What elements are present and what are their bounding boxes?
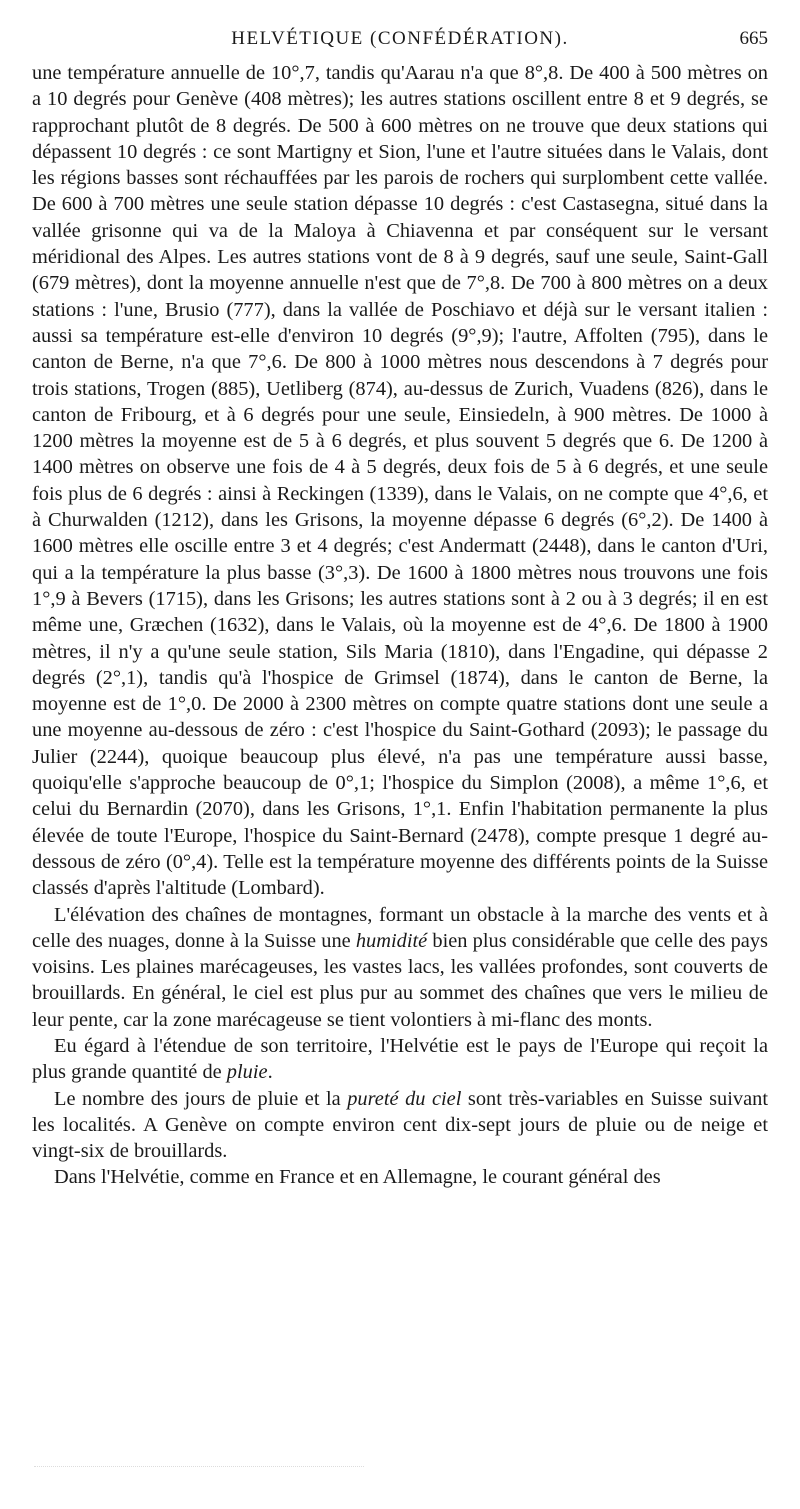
text-run: Dans l'Helvétie, comme en France et en Allemagne, le courant général des [54, 1166, 661, 1189]
text-run: Eu égard à l'étendue de son territoire, l'Helvétie est le pays de l'Europe qui reçoit la plus grande quantité de [32, 1034, 768, 1084]
body-text [32, 60, 768, 1191]
page-bottom-rule [34, 1466, 364, 1473]
paragraph-1 [32, 60, 768, 902]
running-title: HELVÉTIQUE (CONFÉDÉRATION). [231, 28, 569, 49]
running-header [32, 28, 768, 54]
page [32, 28, 768, 1191]
page-number: 665 [739, 28, 768, 49]
paragraph-5 [32, 1164, 768, 1190]
text-run: une température annuelle de 10°,7, tandis qu'Aarau n'a que 8°,8. De 400 à 500 mètres on a 10 degrés pour Genève (408 mètres); les autres stations oscillent entre 8 et 9 degrés, se rapprochant plutôt de 8 degrés. De 500 à 600 mètres on ne trouve que deux stations qui dépassent 10 degrés : ce sont Martigny et Sion, l'une et l'autre situées dans le Valais, dont les régions basses sont réchauffées par les parois de rochers qui surplombent cette vallée. De 600 à 700 mètres une seule station dépasse 10 degrés : c'est Castasegna, situé dans la vallée grisonne qui va de la Maloya à Chiavenna et par conséquent sur le versant méridional des Alpes. Les autres stations vont de 8 à 9 degrés, sauf une seule, Saint-Gall (679 mètres), dont la moyenne annuelle n'est que de 7°,8. De 700 à 800 mètres on a deux stations : l'une, Brusio (777), dans la vallée de Poschiavo et déjà sur le versant italien : aussi sa température est-elle d'environ 10 degrés (9°,9); l'autre, Affolten (795), dans le canton de Berne, n'a que 7°,6. De 800 à 1000 mètres nous descendons à 7 degrés pour trois stations, Trogen (885), Uetliberg (874), au-dessus de Zurich, Vuadens (826), dans le canton de Fribourg, et à 6 degrés pour une seule, Einsiedeln, à 900 mètres. De 1000 à 1200 mètres la moyenne est de 5 à 6 degrés, et plus souvent 5 degrés que 6. De 1200 à 1400 mètres on observe une fois de 4 à 5 degrés, deux fois de 5 à 6 degrés, et une seule fois plus de 6 degrés : ainsi à Reckingen (1339), dans le Valais, on ne compte que 4°,6, et à Churwalden (1212), dans les Grisons, la moyenne dépasse 6 degrés (6°,2). De 1400 à 1600 mètres elle oscille entre 3 et 4 degrés; c'est Andermatt (2448), dans le canton d'Uri, qui a la température la plus basse (3°,3). De 1600 à 1800 mètres nous trouvons une fois 1°,9 à Bevers (1715), dans les Grisons; les autres stations sont à 2 ou à 3 degrés; il en est même une, Græchen (1632), dans le Valais, où la moyenne est de 4°,6. De 1800 à 1900 mètres, il n'y a qu'une seule station, Sils Maria (1810), dans l'Engadine, qui dépasse 2 degrés (2°,1), tandis qu'à l'hospice de Grimsel (1874), dans le canton de Berne, la moyenne est de 1°,0. De 2000 à 2300 mètres on compte quatre stations dont une seule a une moyenne au-dessous de zéro : c'est l'hospice du Saint-Gothard (2093); le passage du Julier (2244), quoique beaucoup plus élevé, n'a pas une température aussi basse, quoiqu'elle s'approche beaucoup de 0°,1; l'hospice du Simplon (2008), a même 1°,6, et celui du Bernardin (2070), dans les Grisons, 1°,1. Enfin l'habitation permanente la plus élevée de toute l'Europe, l'hospice du Saint-Bernard (2478), compte presque 1 degré au-dessous de zéro (0°,4). Telle est la température moyenne des différents points de la Suisse classés d'après l'altitude (Lombard). [32, 62, 768, 900]
paragraph-3 [32, 1033, 768, 1086]
text-run: Le nombre des jours de pluie et la [54, 1087, 348, 1110]
text-run: bien plus considérable que celle des pays voisins. Les plaines marécageuses, les vastes lacs, les vallées profondes, sont couverts de brouillards. En général, le ciel est plus pur au sommet des chaînes que vers le milieu de leur pente, car la zone marécageuse se tient volontiers à mi-flanc des monts. [32, 929, 768, 1031]
text-run: L'élévation des chaînes de montagnes, formant un obstacle à la marche des vents et à celle des nuages, donne à la Suisse une [32, 903, 768, 952]
italic-term: pureté du ciel [347, 1087, 462, 1110]
paragraph-2 [32, 902, 768, 1033]
paragraph-4 [32, 1086, 768, 1165]
text-run: sont très-variables en Suisse suivant les localités. A Genève on compte environ cent dix-sept jours de pluie ou de neige et vingt-six de brouillards. [32, 1087, 769, 1163]
italic-term: humidité [355, 929, 428, 952]
text-run: . [267, 1061, 273, 1084]
italic-term: pluie [226, 1061, 268, 1084]
